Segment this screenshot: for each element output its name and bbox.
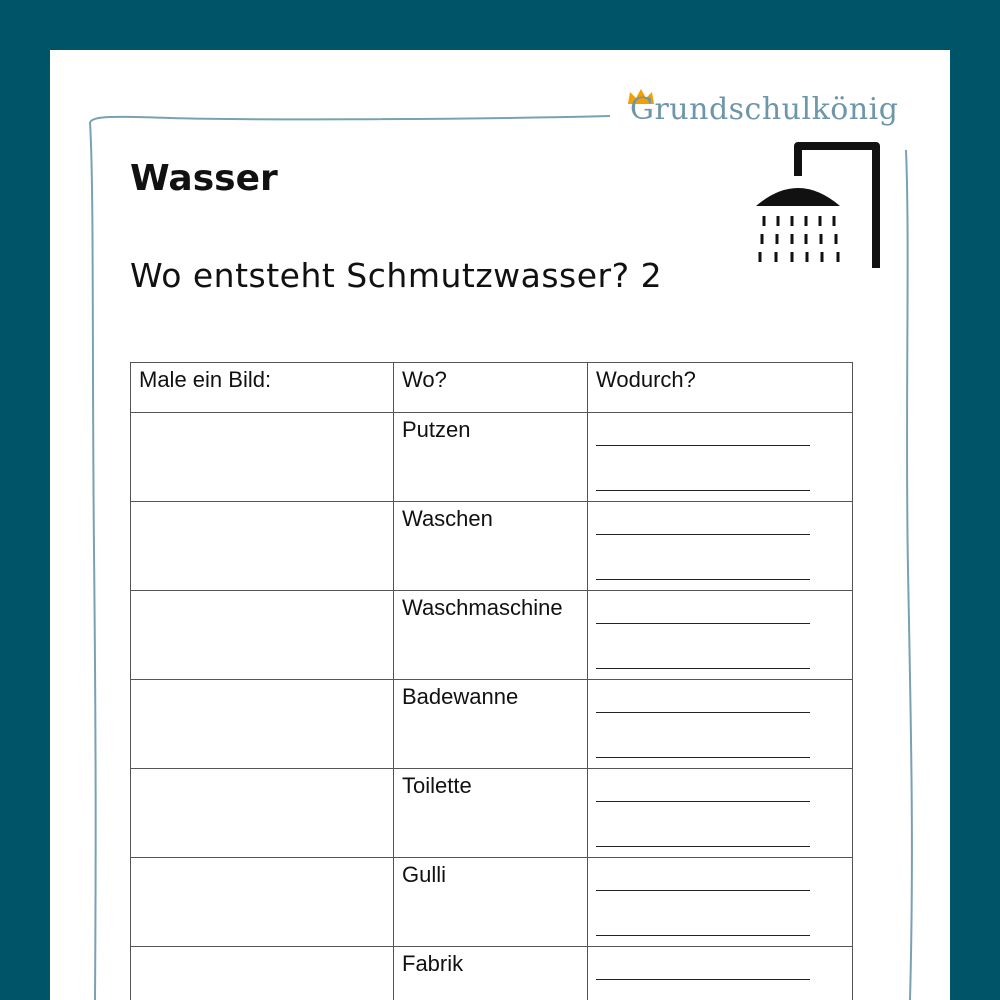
header-picture: Male ein Bild: <box>131 363 394 413</box>
table-row <box>131 769 853 858</box>
where-cell: Fabrik <box>394 947 588 1000</box>
table-row <box>131 502 853 591</box>
where-cell: Toilette <box>394 769 588 858</box>
answer-line[interactable] <box>596 421 810 446</box>
page-subtitle: Wo entsteht Schmutzwasser? 2 <box>130 256 663 295</box>
answer-line[interactable] <box>596 955 810 980</box>
answer-line[interactable] <box>596 599 810 624</box>
where-cell: Badewanne <box>394 680 588 769</box>
answer-line[interactable] <box>596 466 810 491</box>
table-header-row <box>131 363 853 413</box>
picture-cell[interactable] <box>131 858 394 947</box>
worksheet-page <box>50 50 950 1000</box>
table-row <box>131 947 853 1000</box>
picture-cell[interactable] <box>131 947 394 1000</box>
answer-line[interactable] <box>596 777 810 802</box>
answer-cell[interactable] <box>588 591 853 680</box>
where-cell: Waschen <box>394 502 588 591</box>
brand-logo: Grundschulkönig <box>630 92 899 127</box>
table-row <box>131 413 853 502</box>
picture-cell[interactable] <box>131 769 394 858</box>
table-row <box>131 680 853 769</box>
where-cell: Waschmaschine <box>394 591 588 680</box>
answer-line[interactable] <box>596 733 810 758</box>
answer-line[interactable] <box>596 644 810 669</box>
table-row <box>131 591 853 680</box>
answer-cell[interactable] <box>588 502 853 591</box>
where-cell: Gulli <box>394 858 588 947</box>
page-title: Wasser <box>130 158 278 199</box>
worksheet-table <box>130 362 853 1000</box>
answer-line[interactable] <box>596 911 810 936</box>
answer-cell[interactable] <box>588 413 853 502</box>
answer-line[interactable] <box>596 866 810 891</box>
picture-cell[interactable] <box>131 680 394 769</box>
answer-line[interactable] <box>596 688 810 713</box>
header-where: Wo? <box>394 363 588 413</box>
answer-cell[interactable] <box>588 858 853 947</box>
answer-cell[interactable] <box>588 947 853 1000</box>
answer-line[interactable] <box>596 822 810 847</box>
answer-cell[interactable] <box>588 680 853 769</box>
header-how: Wodurch? <box>588 363 853 413</box>
table-row <box>131 858 853 947</box>
answer-cell[interactable] <box>588 769 853 858</box>
picture-cell[interactable] <box>131 502 394 591</box>
shower-icon <box>750 140 890 270</box>
answer-line[interactable] <box>596 510 810 535</box>
answer-line[interactable] <box>596 555 810 580</box>
where-cell: Putzen <box>394 413 588 502</box>
picture-cell[interactable] <box>131 413 394 502</box>
picture-cell[interactable] <box>131 591 394 680</box>
